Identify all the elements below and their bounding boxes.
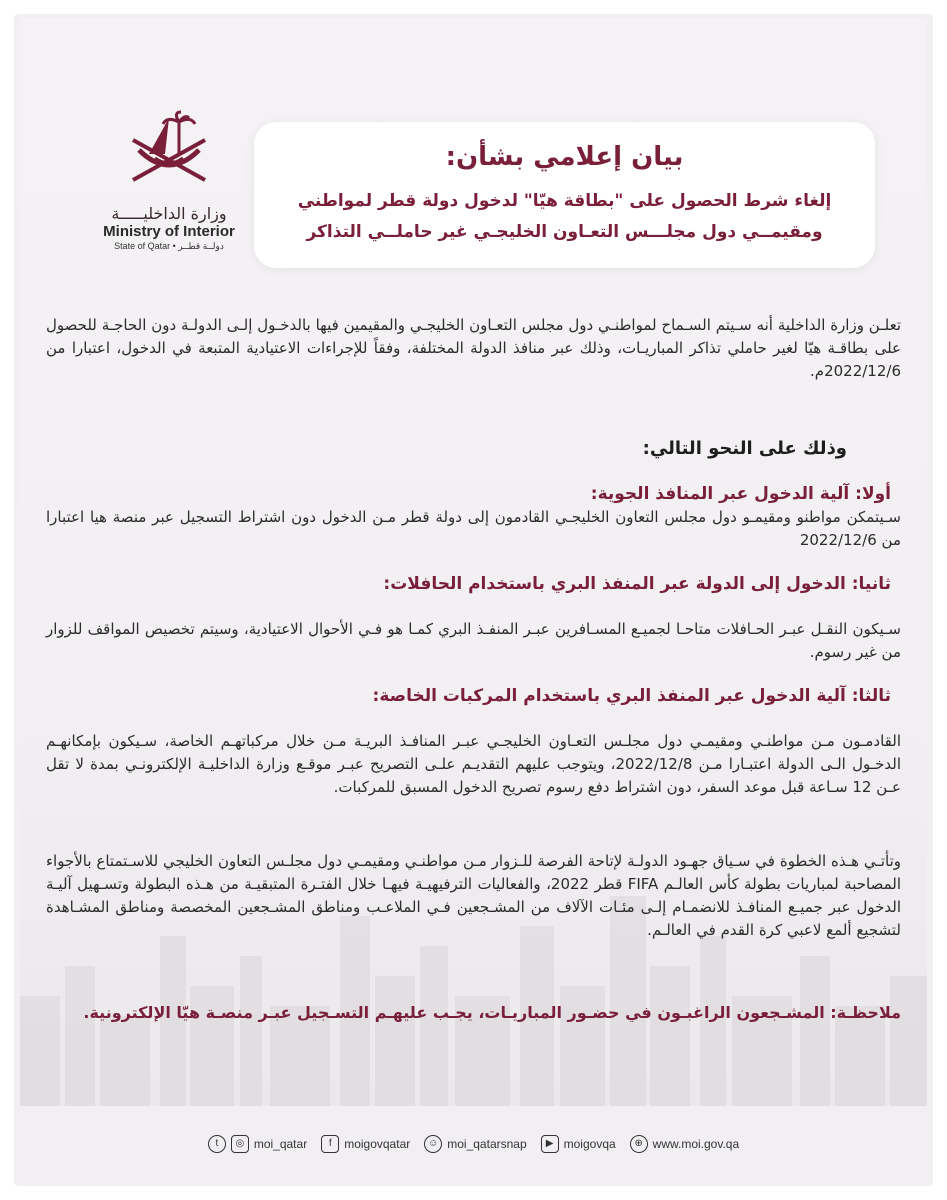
youtube-handle: moigovqa bbox=[563, 1137, 616, 1151]
website-url: www.moi.gov.qa bbox=[652, 1137, 740, 1151]
subheading: وذلك على النحو التالي: bbox=[642, 438, 847, 459]
footer-snapchat[interactable] bbox=[424, 1135, 526, 1153]
section-2-text: سـيكون النقـل عبـر الحـافلات متاحـا لجميـع المسـافرين عبـر المنفـذ البري كمـا هو فـي الأحوال الاعتيادية، وسيتم تخصيص المواقف للزوار من غير رسوم. bbox=[46, 620, 901, 661]
facebook-handle: moigovqatar bbox=[344, 1137, 411, 1151]
note-paragraph: ملاحظـة: المشـجعون الراغبـون في حضـور المباريـات، يجـب عليهـم التسـجيل عبـر منصـة هيّا الإلكترونية. bbox=[83, 1003, 901, 1022]
social-footer bbox=[14, 1114, 933, 1174]
document-frame bbox=[14, 14, 933, 1186]
section-1-text: سـيتمكن مواطنو ومقيمـو دول مجلس التعاون الخليجـي القادمون إلى دولة قطر مـن الدخول دون اشتراط التسجيل عبر منصة هيا اعتبارا من 2022/12/6 bbox=[46, 508, 901, 549]
intro-paragraph: تعلـن وزارة الداخلية أنه سـيتم السـماح لمواطنـي دول مجلس التعـاون الخليجـي والمقيمين فيها بالدخـول إلـى الدولـة دون الحاجـة للحصول على بطاقـة هيّا لغير حاملي تذاكر المباريـات، وذلك عبر منافذ الدولة المختلفة، وفقاً للإجراءات الاعتيادية المتبعة في الدخول، اعتبارا من 2022/12/6م. bbox=[46, 316, 901, 380]
ministry-logo bbox=[84, 110, 254, 280]
twitter-instagram-handle: moi_qatar bbox=[253, 1137, 308, 1151]
title-heading: بيان إعلامي بشأن: bbox=[445, 142, 684, 172]
section-3-heading: ثالثا: آلية الدخول عبر المنفذ البري باستخدام المركبات الخاصة: bbox=[372, 686, 891, 706]
twitter-icon: t bbox=[208, 1135, 226, 1153]
emblem-icon bbox=[119, 110, 219, 202]
section-1-heading: أولا: آلية الدخول عبر المنافذ الجوية: bbox=[590, 484, 891, 504]
footer-youtube[interactable] bbox=[541, 1135, 616, 1153]
title-line-1: إلغاء شرط الحصول على "بطاقة هيّا" لدخول دولة قطر لمواطني bbox=[297, 191, 832, 211]
closing-paragraph: وتأتـي هـذه الخطوة في سـياق جهـود الدولـة لإتاحة الفرصة للـزوار مـن مواطنـي ومقيمـي دول مجلـس التعاون الخليجي للاسـتمتاع بالأجواء المصاحبة لمباريات بطولة كأس العالـم FIFA قطر 2022، والفعاليات الترفيهيـة فيهـا خلال الفتـرة المتبقيـة من هـذه البطولة وتسـهيل آليـة الدخول عبر جميـع المنافـذ للانضمـام إلـى مئـات الآلاف من المشـجعين فـي الملاعـب ومناطق المشـجعين المخصصة ومناطق المشـاهدة لتشجيع ألمع لاعبي كرة القدم في العالـم. bbox=[46, 852, 901, 939]
footer-facebook[interactable] bbox=[321, 1135, 410, 1153]
ministry-english-name: Ministry of Interior bbox=[103, 223, 235, 240]
globe-icon: ⊕ bbox=[630, 1135, 648, 1153]
youtube-icon: ▶ bbox=[541, 1135, 559, 1153]
snapchat-handle: moi_qatarsnap bbox=[447, 1137, 527, 1151]
instagram-icon: ◎ bbox=[231, 1135, 249, 1153]
section-2-heading: ثانيا: الدخول إلى الدولة عبر المنفذ البري باستخدام الحافلات: bbox=[383, 574, 891, 594]
footer-website[interactable] bbox=[630, 1135, 739, 1153]
title-box bbox=[254, 122, 875, 268]
press-release-page bbox=[20, 18, 927, 1106]
section-3-text: القادمـون مـن مواطنـي ومقيمـي دول مجلـس التعـاون الخليجـي عبـر المنافـذ البريـة مـن خلال مركباتهـم الخاصة، سـيكون بإمكانهـم الدخـول الـى الدولة اعتبـارا مـن 2022/12/8، ويتوجب عليهم التقديـم علـى التصريح عبـر موقـع وزارة الداخليـة الإلكترونـي بمدة لا تقل عـن 12 سـاعة قبل موعد السفر، دون اشتراط دفع رسوم تصريح الدخول المسبق للمركبات. bbox=[46, 732, 902, 796]
footer-twitter-instagram[interactable] bbox=[208, 1135, 307, 1153]
ministry-arabic-name: وزارة الداخليـــــة bbox=[111, 204, 227, 223]
facebook-icon: f bbox=[321, 1135, 339, 1153]
title-line-2: ومقيمــي دول مجلـــس التعـاون الخليجـي غير حاملــي التذاكر bbox=[306, 222, 823, 242]
snapchat-icon: ☺ bbox=[424, 1135, 442, 1153]
state-of-qatar-label: State of Qatar • دولــة قطــر bbox=[114, 241, 224, 251]
